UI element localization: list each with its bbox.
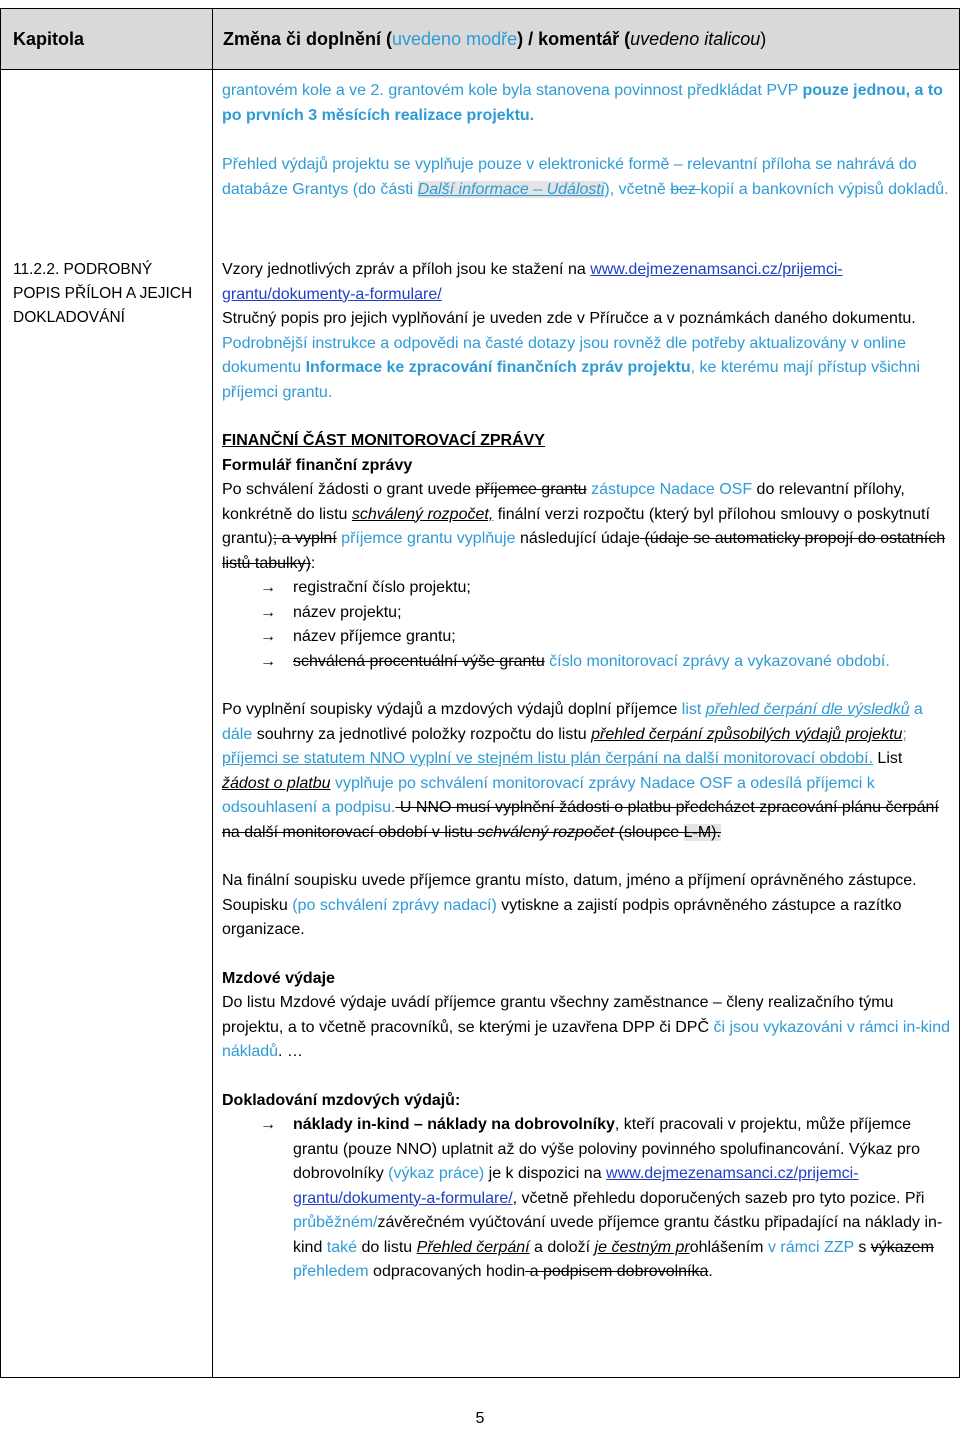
- dok-g: průběžném/: [293, 1214, 378, 1231]
- dok-f: , včetně přehledu doporučených sazeb pro tyto pozice. Při: [512, 1189, 925, 1207]
- list-item: [222, 650, 950, 675]
- list-item: [222, 625, 950, 650]
- mzdove-para: [222, 991, 950, 1065]
- mzd-c: . …: [278, 1043, 303, 1060]
- dok-u: .: [708, 1263, 713, 1280]
- dok-h: závěrečném vyúčtování uvede příjemce grantu částku připadající na náklady in-kind: [293, 1214, 943, 1256]
- fin-c: zástupce Nadace OSF: [586, 481, 753, 498]
- guide-a: Stručný popis pro jejich vyplňování je uveden zde v Příručce a v poznámkách daného dokumentu.: [222, 310, 916, 327]
- soup-a: Po vyplnění soupisky výdajů a mzdových výdajů doplní příjemce: [222, 701, 682, 718]
- arrow-icon: →: [260, 579, 276, 596]
- mzd-b: či jsou vykazováni v rámci in-kind nákladů: [222, 1018, 951, 1060]
- header-zmena-a: Změna či doplnění (: [223, 29, 393, 49]
- dok-p: s: [853, 1238, 871, 1256]
- soupiska-para: [222, 698, 950, 845]
- dok-c: (výkaz práce): [388, 1165, 485, 1182]
- dok-a: náklady in-kind – náklady na dobrovolníky: [293, 1116, 615, 1133]
- dok-o: v rámci ZZP: [767, 1238, 854, 1256]
- guide-para: [222, 307, 950, 405]
- final-b: (po schválení zprávy nadací): [292, 896, 497, 914]
- section-title: 11.2.2. PODROBNÝ POPIS PŘÍLOH A JEJICH DOKLADOVÁNÍ: [13, 261, 193, 326]
- intro-p2-b: Další informace – Události: [417, 180, 605, 198]
- intro-p2: [222, 153, 950, 202]
- dok-s: odpracovaných hodin: [368, 1263, 526, 1280]
- dok-l: a doloží: [529, 1238, 595, 1256]
- header-zmena-e: ): [760, 29, 767, 49]
- section-content: [222, 258, 950, 1285]
- list-item-text: název projektu;: [293, 603, 402, 621]
- arrow-icon: →: [260, 603, 276, 621]
- soup-d: a dále: [222, 701, 923, 743]
- list-item-text: název příjemce grantu;: [293, 628, 456, 645]
- table-header: [0, 8, 960, 70]
- guide-c: Informace ke zpracování finančních zpráv projektu: [305, 359, 691, 376]
- intro-block: [222, 79, 950, 202]
- intro-p2-a: Přehled výdajů projektu se vyplňuje pouze v elektronické formě – relevantní příloha se nahrává do databáze Grantys (do části: [222, 156, 917, 198]
- intro-p2-f: bez: [670, 180, 701, 198]
- fin-k: :: [310, 554, 316, 572]
- soup-b: list: [681, 701, 706, 718]
- soup-g: ; příjemci se statutem NNO vyplní ve stejném listu plán čerpání na další monitorovací období.: [222, 725, 907, 767]
- soup-n: L-M).: [683, 823, 721, 841]
- intro-p1: [222, 79, 950, 128]
- dok-m: je čestným pr: [594, 1238, 690, 1256]
- dok-b: , kteří pracovali v projektu, může příjemce grantu (pouze NNO) uplatnit až do výše poloviny povinného spolufinancování. Výkaz pro dobrovolníky: [293, 1116, 921, 1182]
- guide-d: , ke kterému mají přístup všichni příjemci grantu.: [222, 359, 921, 401]
- fin-a: Po schválení žádosti o grant uvede: [222, 481, 476, 498]
- body-divider: [212, 70, 213, 1377]
- arrow-icon: →: [260, 628, 276, 645]
- list-item: [222, 601, 950, 626]
- fin-f: finální verzi rozpočtu (který byl přílohou smlouvy o poskytnutí grantu): [222, 505, 930, 547]
- soup-h: List: [872, 750, 903, 767]
- list-item: [222, 1113, 950, 1285]
- final-c: vytiskne a zajistí podpis oprávněného zástupce a razítko organizace.: [222, 896, 902, 938]
- mzdove-heading: Mzdové výdaje: [222, 969, 335, 987]
- fin-i: následující údaje: [515, 530, 641, 547]
- soup-f: přehled čerpání způsobilých výdajů projektu: [591, 725, 903, 743]
- dok-n: ohlášením: [689, 1238, 768, 1256]
- financial-list: [222, 576, 950, 674]
- list-item-strike: schválená procentuální výše grantu: [293, 652, 545, 670]
- fin-h: příjemce grantu vyplňuje: [336, 530, 516, 547]
- dokladovani-heading: Dokladování mzdových výdajů:: [222, 1091, 461, 1109]
- list-item-text: registrační číslo projektu;: [293, 579, 471, 596]
- financial-para: [222, 478, 950, 576]
- financial-heading: FINANČNÍ ČÁST MONITOROVACÍ ZPRÁVY: [222, 432, 545, 449]
- dok-k: Přehled čerpání: [416, 1238, 530, 1256]
- list-item: [222, 576, 950, 601]
- dok-q: výkazem: [870, 1238, 934, 1256]
- final-a: Na finální soupisku uvede příjemce grantu místo, datum, jméno a příjmení oprávněného zástupce. Soupisku: [222, 872, 917, 914]
- dok-d: je k dispozici na: [484, 1165, 607, 1182]
- intro-p1-a: grantovém kole a ve 2. grantovém kole byla stanovena povinnost předkládat PVP: [222, 82, 803, 99]
- soup-i: žádost o platbu: [222, 774, 331, 792]
- dok-t: a podpisem dobrovolníka: [525, 1263, 709, 1280]
- templates-text: Vzory jednotlivých zpráv a příloh jsou ke stažení na: [222, 261, 591, 278]
- soup-k: U NNO musí vyplnění žádosti o platbu předcházet zpracování plánu čerpání na další monitorovací období v listu: [222, 799, 939, 841]
- fin-e: schválený rozpočet,: [351, 505, 494, 523]
- soup-j: vyplňuje po schválení monitorovací zprávy Nadace OSF a odesílá příjemci k odsouhlasení a podpisu.: [222, 774, 875, 816]
- dokladovani-list: [222, 1113, 950, 1285]
- header-zmena-blue: uvedeno modře: [392, 29, 518, 49]
- soup-m: (sloupce: [614, 823, 684, 841]
- arrow-icon: →: [260, 1116, 276, 1133]
- header-kapitola: Kapitola: [13, 29, 85, 49]
- header-zmena-c: ) / komentář (: [517, 29, 631, 49]
- dok-r: přehledem: [293, 1263, 369, 1280]
- dok-link[interactable]: www.dejmezenamsanci.cz/prijemci-grantu/dokumenty-a-formulare/: [293, 1165, 859, 1207]
- fin-j: (údaje se automaticky propojí do ostatních listů tabulky): [222, 530, 946, 572]
- intro-p2-g: kopií a bankovních výpisů dokladů.: [700, 180, 949, 198]
- templates-para: [222, 258, 950, 307]
- page-number: 5: [475, 1410, 485, 1427]
- dok-i: také: [326, 1238, 358, 1256]
- header-zmena: [223, 29, 766, 50]
- final-para: [222, 869, 950, 943]
- fin-g: ; a vyplní: [272, 530, 337, 547]
- soup-e: souhrny za jednotlivé položky rozpočtu do listu: [252, 725, 592, 743]
- intro-p2-d: včetně: [618, 180, 666, 198]
- arrow-icon: →: [260, 652, 276, 670]
- guide-b: Podrobnější instrukce a odpovědi na časté dotazy jsou rovněž dle potřeby aktualizovány v online dokumentu: [222, 334, 906, 376]
- fin-d: do relevantní přílohy, konkrétně do listu: [222, 481, 905, 523]
- header-zmena-italic: uvedeno italicou: [630, 29, 761, 49]
- soup-l: schválený rozpočet: [477, 823, 615, 841]
- list-item-blue: číslo monitorovací zprávy a vykazované období.: [544, 652, 890, 670]
- fin-b: příjemce grantu: [475, 481, 587, 498]
- templates-link[interactable]: www.dejmezenamsanci.cz/prijemci-grantu/dokumenty-a-formulare/: [222, 261, 843, 303]
- intro-p2-c: ),: [604, 180, 619, 198]
- soup-c: přehled čerpání dle výsledků: [705, 701, 910, 718]
- mzd-a: Do listu Mzdové výdaje uvádí příjemce grantu všechny zaměstnance – členy realizačního týmu projektu, a to včetně pracovníků, se kterými je uzavřena DPP či DPČ: [222, 994, 894, 1036]
- form-heading: Formulář finanční zprávy: [222, 456, 413, 474]
- header-divider: [212, 9, 213, 69]
- intro-p1-b: pouze jednou, a to po prvních 3 měsících realizace projektu.: [222, 82, 943, 124]
- dok-j: do listu: [357, 1238, 417, 1256]
